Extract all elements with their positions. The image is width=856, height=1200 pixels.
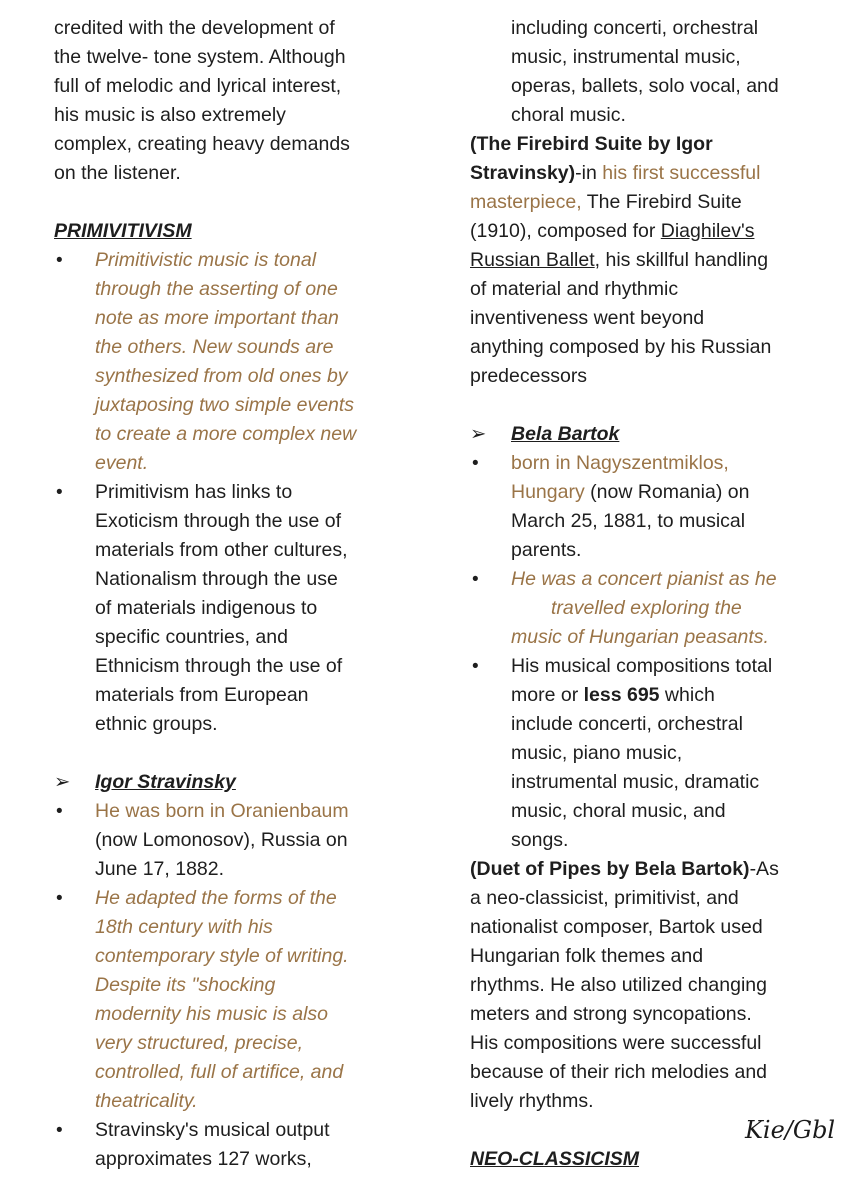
- list-item: • Primitivistic music is tonal through the asserting of one note as more important than the others. New sounds are synthesized from old ones by juxtaposing two simple events to create a more complex new event.: [54, 246, 399, 478]
- bartok-list: [470, 449, 815, 855]
- list-item: • Stravinsky's musical output approximates 127 works,: [54, 1116, 399, 1174]
- list-item: • born in Nagyszentmiklos, Hungary (now Romania) on March 25, 1881, to musical parents.: [470, 449, 815, 565]
- signature: Kie/Gbl: [745, 1116, 836, 1144]
- list-item: • He was a concert pianist as he travelled exploring the music of Hungarian peasants.: [470, 565, 815, 652]
- schoenberg-intro: credited with the development of the twelve- tone system. Although full of melodic and lyrical interest, his music is also extremely complex, creating heavy demands on the listener.: [54, 17, 350, 184]
- duet-paragraph: (Duet of Pipes by Bela Bartok)-As a neo-classicist, primitivist, and nationalist composer, Bartok used Hungarian folk themes and rhythms. He also utilized changing meters and strong syncopations. His compositions were successful because of their rich melodies and lively rhythms.: [470, 858, 779, 1112]
- bartok-heading: ➢ Bela Bartok: [470, 420, 815, 449]
- list-item: • He adapted the forms of the 18th century with his contemporary style of writing. Despite its "shocking modernity his music is also very structured, precise, controlled, full of artifice, and theatricality.: [54, 884, 399, 1116]
- primitivism-heading: PRIMIVITIVISM: [54, 220, 192, 242]
- primitivism-list: [54, 246, 399, 739]
- neo-classicism-heading: NEO-CLASSICISM: [470, 1148, 640, 1170]
- firebird-paragraph: (The Firebird Suite by Igor Stravinsky)-in his first successful masterpiece, The Firebird Suite (1910), composed for Diaghilev's Russian Ballet, his skillful handling of material and rhythmic inventiveness went beyond anything composed by his Russian predecessors: [470, 133, 772, 387]
- left-column: [54, 14, 399, 1174]
- list-item: • His musical compositions total more or less 695 which include concerti, orchestral music, piano music, instrumental music, dramatic music, choral music, and songs.: [470, 652, 815, 855]
- stravinsky-output-continued: including concerti, orchestral music, instrumental music, operas, ballets, solo vocal, and choral music.: [511, 17, 779, 126]
- right-column: [470, 14, 815, 1174]
- arrow-bullet-icon: ➢: [54, 771, 71, 793]
- list-item: • Primitivism has links to Exoticism through the use of materials from other cultures, Nationalism through the use of materials indigenous to specific countries, and Ethnicism through the use of materials from European ethnic groups.: [54, 478, 399, 739]
- arrow-bullet-icon: ➢: [470, 423, 487, 445]
- stravinsky-heading: ➢ Igor Stravinsky: [54, 768, 399, 797]
- list-item: • He was born in Oranienbaum (now Lomonosov), Russia on June 17, 1882.: [54, 797, 399, 884]
- stravinsky-list: [54, 797, 399, 1174]
